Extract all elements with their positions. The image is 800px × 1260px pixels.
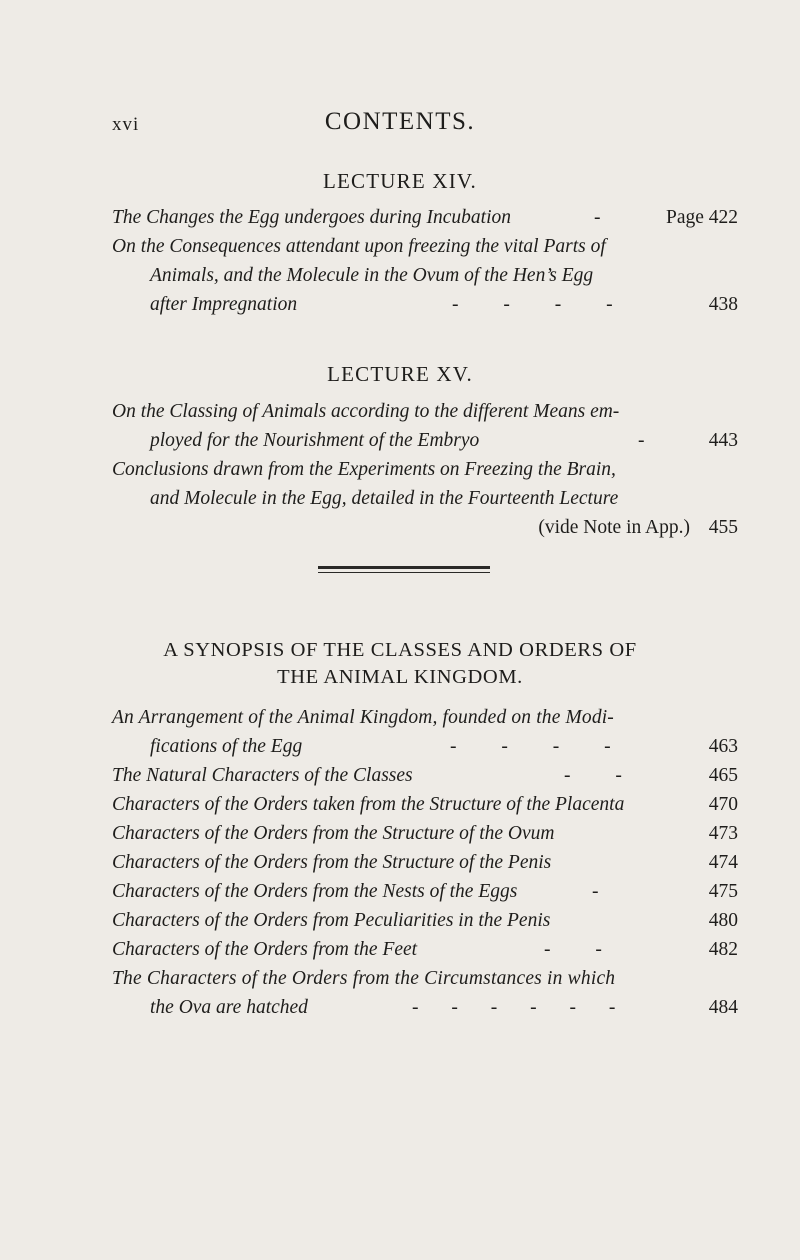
leader-dashes: - - xyxy=(564,765,642,786)
contents-entry-incubation xyxy=(112,203,738,232)
entry-note: (vide Note in App.) xyxy=(538,517,690,538)
lecture-xv-heading: LECTURE XV. xyxy=(327,362,473,386)
contents-entry-classes xyxy=(112,761,738,790)
entry-title: The Natural Characters of the Classes xyxy=(112,765,413,786)
leader-dashes: - - - - xyxy=(450,736,631,757)
entry-title-line: and Molecule in the Egg, detailed in the Fourteenth Lecture xyxy=(150,488,619,509)
page-ref: 482 xyxy=(708,939,738,960)
page-ref: 474 xyxy=(708,852,738,873)
entry-title-line: after Impregnation xyxy=(150,294,298,315)
contents-entry-nests xyxy=(112,877,738,906)
contents-entry-peculiarities xyxy=(112,906,738,935)
entry-title: Characters of the Orders from the Feet xyxy=(112,939,418,960)
leader-dashes: - - - - - - xyxy=(412,997,630,1018)
page-ref: 443 xyxy=(708,430,738,451)
entry-title-line: The Characters of the Orders from the Circumstances in which xyxy=(112,968,616,989)
leader-dashes: - xyxy=(592,881,619,902)
entry-title-line: Conclusions drawn from the Experiments on Freezing the Brain, xyxy=(112,459,616,480)
synopsis-heading-line: A SYNOPSIS OF THE CLASSES AND ORDERS OF xyxy=(163,639,637,661)
entry-title-line: Animals, and the Molecule in the Ovum of the Hen’s Egg xyxy=(150,265,594,286)
entry-title-line: the Ova are hatched xyxy=(150,997,308,1018)
page-number: xvi xyxy=(112,114,140,135)
synopsis-heading-line: THE ANIMAL KINGDOM. xyxy=(277,666,523,688)
page-ref: Page 422 xyxy=(665,207,738,228)
lecture-xiv-heading: LECTURE XIV. xyxy=(322,169,477,193)
entry-title: The Changes the Egg undergoes during Incubation xyxy=(112,207,511,228)
entry-title-line: An Arrangement of the Animal Kingdom, founded on the Modi- xyxy=(112,707,614,728)
contents-entry-circumstances xyxy=(112,964,738,1022)
leader-dashes: - - - - xyxy=(452,294,633,315)
page-title: CONTENTS. xyxy=(324,108,476,135)
page-ref: 470 xyxy=(708,794,738,815)
contents-entry-conclusions xyxy=(112,455,738,542)
entry-title-line: On the Classing of Animals according to the different Means em- xyxy=(112,401,620,422)
entry-title-line: On the Consequences attendant upon freezing the vital Parts of xyxy=(112,236,606,257)
page-ref: 463 xyxy=(708,736,738,757)
synopsis-heading xyxy=(0,637,800,691)
contents-entry-ovum xyxy=(112,819,738,848)
contents-entry-arrangement xyxy=(112,703,738,761)
page-ref: 465 xyxy=(708,765,738,786)
entry-title: Characters of the Orders from the Structure of the Ovum xyxy=(112,823,555,844)
page-ref: 484 xyxy=(708,997,738,1018)
leader-dashes: - - xyxy=(544,939,622,960)
leader-dashes: - xyxy=(594,207,621,228)
page-ref: 475 xyxy=(708,881,738,902)
contents-entry-placenta xyxy=(112,790,738,819)
page-ref: 480 xyxy=(708,910,738,931)
entry-title: Characters of the Orders from the Structure of the Penis xyxy=(112,852,552,873)
page-ref: 473 xyxy=(708,823,738,844)
contents-entry-feet xyxy=(112,935,738,964)
contents-entry-freezing xyxy=(112,232,738,319)
contents-entry-penis xyxy=(112,848,738,877)
page-ref: 438 xyxy=(708,294,738,315)
contents-entry-classing xyxy=(112,397,738,455)
section-divider xyxy=(318,566,490,573)
running-head xyxy=(0,108,800,148)
entry-title: Characters of the Orders from the Nests of the Eggs xyxy=(112,881,518,902)
entry-title: Characters of the Orders from Peculiarities in the Penis xyxy=(112,910,551,931)
page-ref: 455 xyxy=(708,517,738,538)
entry-title-line: fications of the Egg xyxy=(150,736,303,757)
entry-title: Characters of the Orders taken from the Structure of the Placenta xyxy=(112,794,625,815)
entry-title-line: ployed for the Nourishment of the Embryo xyxy=(150,430,480,451)
leader-dashes: - xyxy=(638,430,665,451)
